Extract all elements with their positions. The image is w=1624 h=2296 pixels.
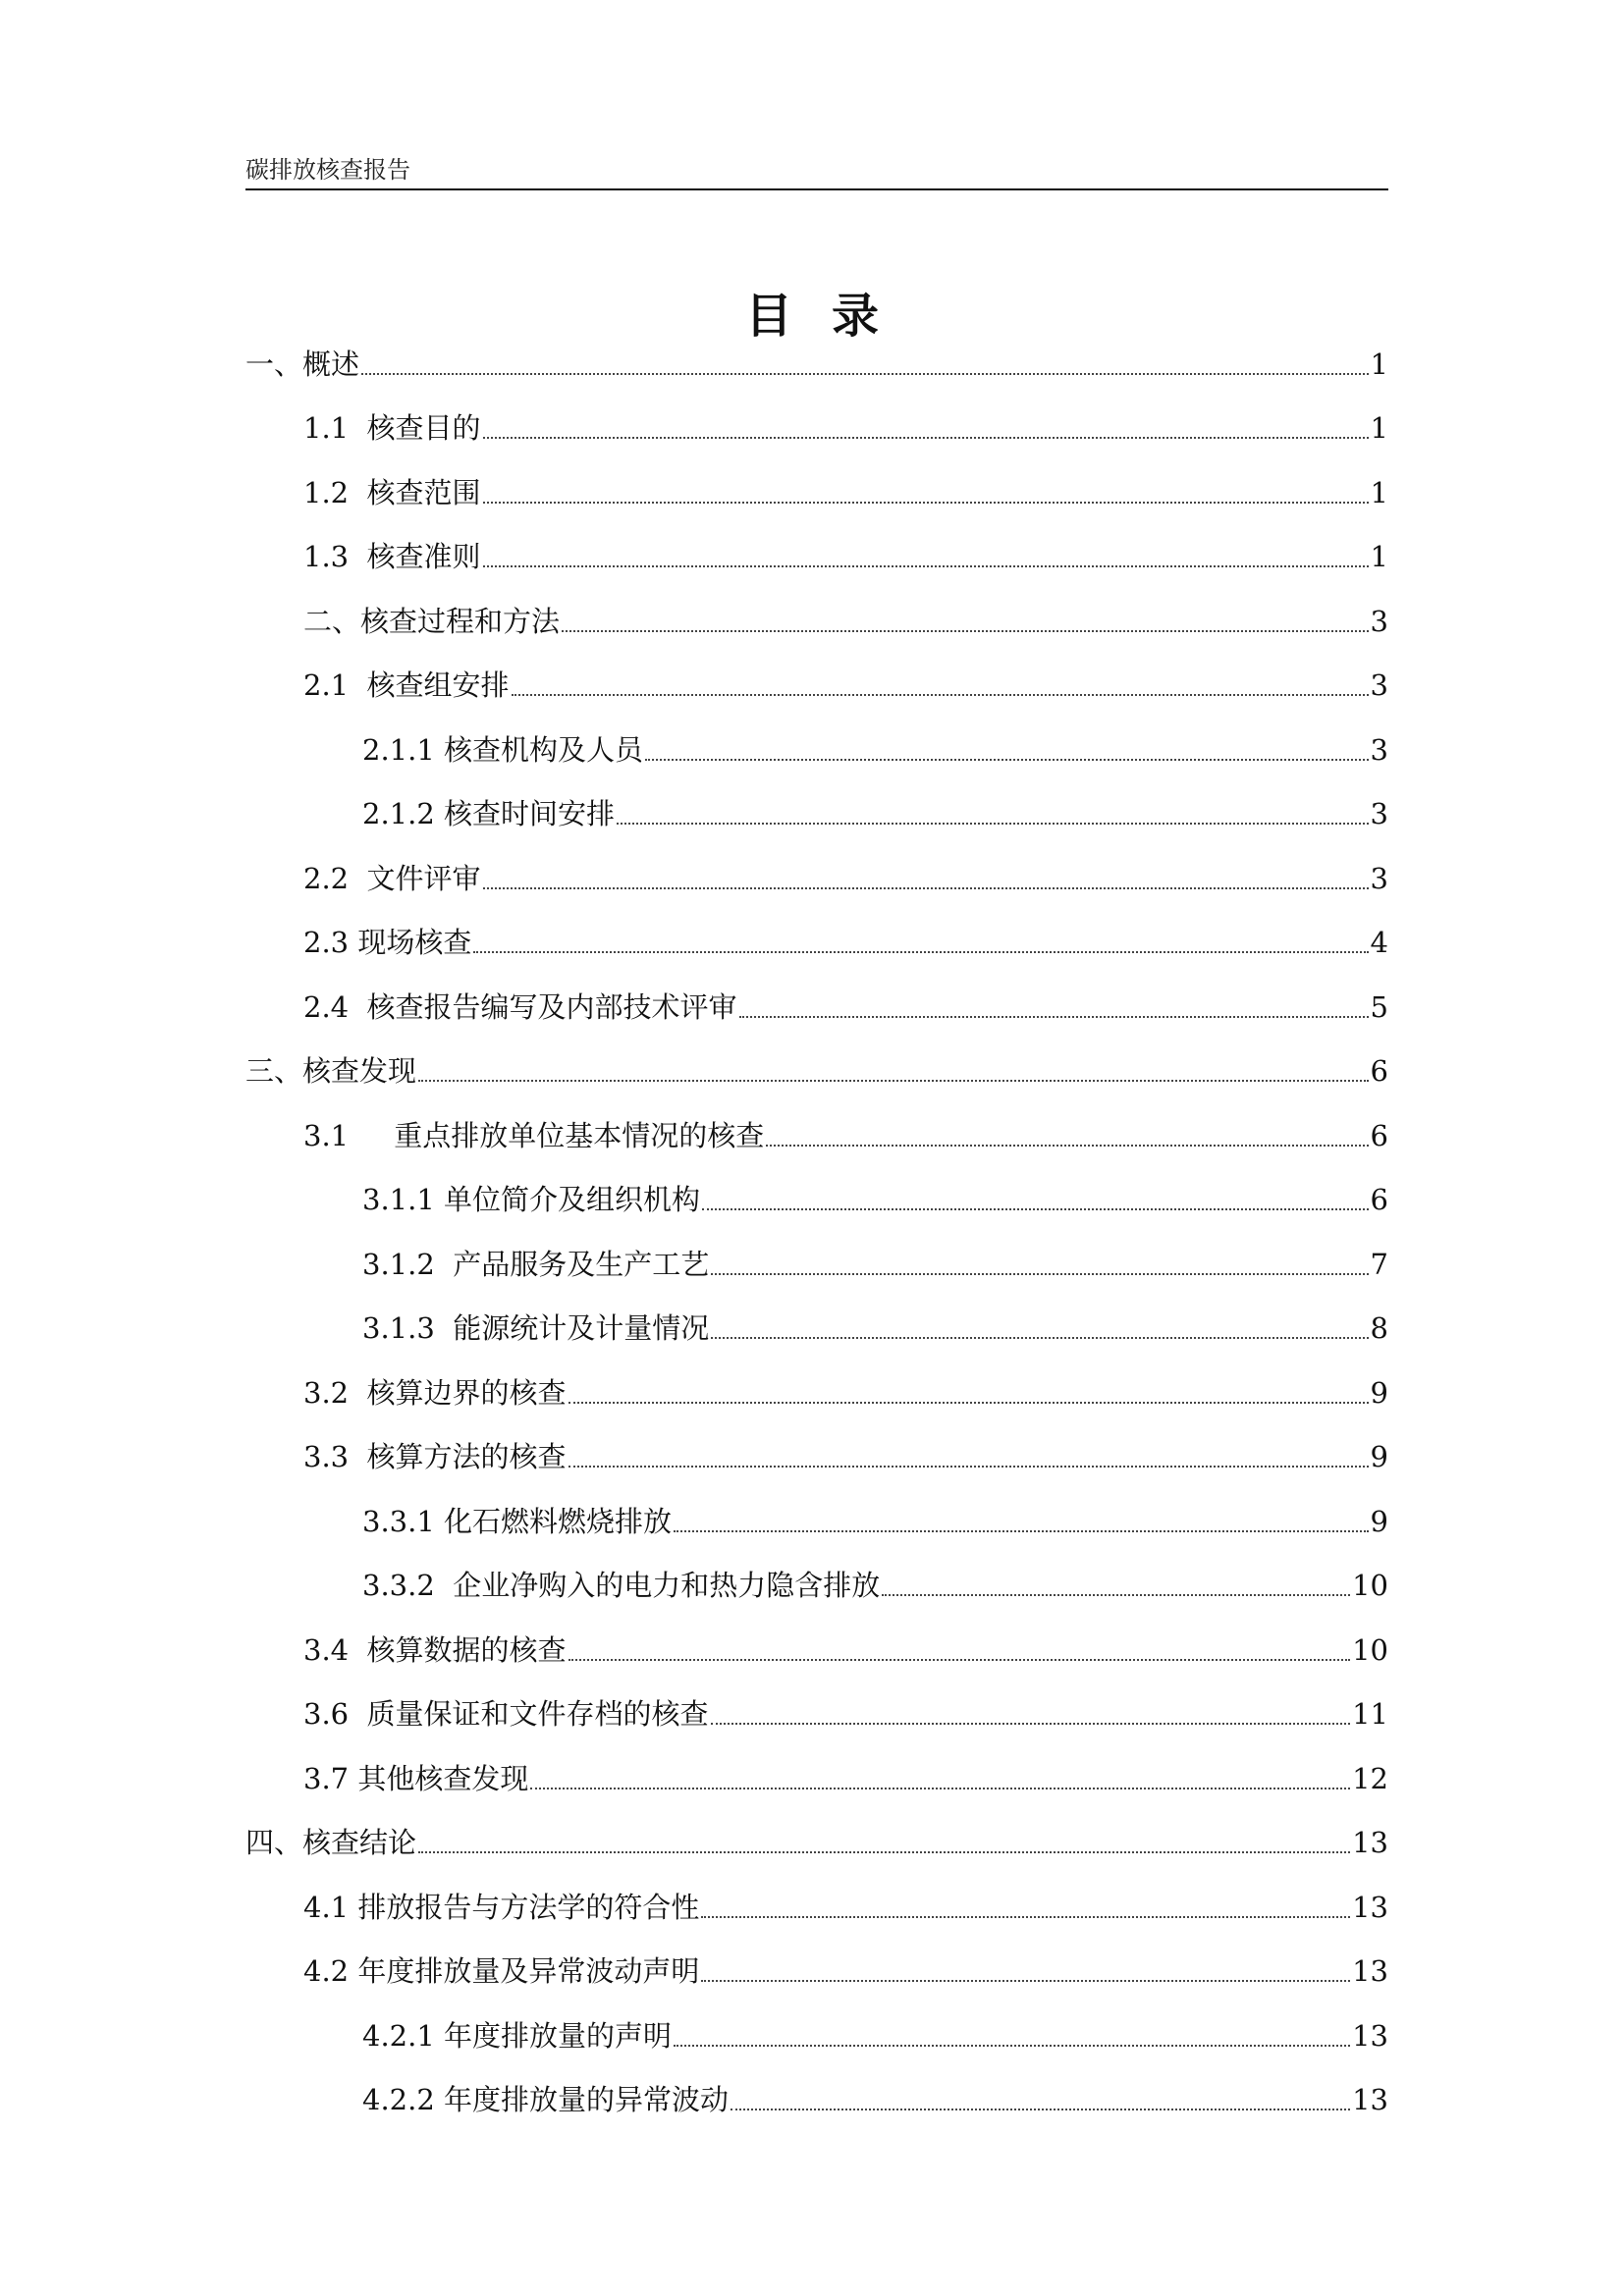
toc-entry-label: 2.4 核查报告编写及内部技术评审 bbox=[303, 989, 737, 1024]
toc-page-number: 8 bbox=[1370, 1311, 1388, 1346]
toc-entry[interactable] bbox=[0, 1875, 1388, 1940]
toc-entry[interactable] bbox=[0, 846, 1388, 911]
toc-entry-label: 2.1.1 核查机构及人员 bbox=[362, 732, 644, 767]
toc-entry[interactable] bbox=[0, 589, 1388, 654]
toc-page-number: 9 bbox=[1370, 1375, 1388, 1410]
toc-page-number: 3 bbox=[1370, 861, 1388, 895]
toc-dot-leader bbox=[617, 823, 1369, 825]
toc-dot-leader bbox=[674, 2045, 1350, 2047]
toc-entry[interactable] bbox=[0, 911, 1388, 976]
toc-entry[interactable] bbox=[0, 1168, 1388, 1233]
toc-dot-leader bbox=[711, 1273, 1368, 1275]
toc-page-number: 13 bbox=[1352, 2083, 1388, 2117]
toc-dot-leader bbox=[568, 1659, 1351, 1661]
toc-page-number: 6 bbox=[1370, 1118, 1388, 1152]
toc-entry-label: 3.3.1 化石燃料燃烧排放 bbox=[362, 1504, 673, 1538]
toc-entry-label: 2.2 文件评审 bbox=[303, 861, 481, 895]
toc-page-number: 9 bbox=[1370, 1440, 1388, 1474]
toc-entry-label: 3.4 核算数据的核查 bbox=[303, 1632, 567, 1667]
toc-dot-leader bbox=[361, 373, 1369, 375]
toc-entry[interactable] bbox=[0, 1232, 1388, 1297]
toc-entry[interactable] bbox=[0, 397, 1388, 461]
toc-page-number: 1 bbox=[1370, 411, 1388, 446]
toc-dot-leader bbox=[645, 759, 1369, 761]
toc-page-number: 3 bbox=[1370, 732, 1388, 767]
toc-dot-leader bbox=[882, 1594, 1350, 1596]
toc-entry-label: 2.3 现场核查 bbox=[303, 926, 472, 960]
toc-entry-label: 1.2 核查范围 bbox=[303, 475, 481, 509]
toc-dot-leader bbox=[711, 1337, 1368, 1339]
toc-dot-leader bbox=[512, 694, 1369, 696]
toc-dot-leader bbox=[418, 1080, 1369, 1082]
toc-page-number: 1 bbox=[1370, 475, 1388, 509]
toc-page-number: 6 bbox=[1370, 1183, 1388, 1217]
toc-dot-leader bbox=[562, 630, 1369, 632]
toc-dot-leader bbox=[739, 1016, 1369, 1018]
toc-dot-leader bbox=[483, 565, 1369, 567]
toc-entry-label: 3.3 核算方法的核查 bbox=[303, 1440, 567, 1474]
toc-dot-leader bbox=[473, 951, 1368, 953]
toc-entry-label: 二、核查过程和方法 bbox=[303, 604, 561, 638]
toc-entry[interactable] bbox=[0, 1746, 1388, 1811]
toc-entry[interactable] bbox=[0, 2068, 1388, 2133]
toc-page-number: 3 bbox=[1370, 797, 1388, 831]
toc-page-number: 5 bbox=[1370, 989, 1388, 1024]
toc-entry[interactable] bbox=[0, 1682, 1388, 1747]
running-header: 碳排放核查报告 bbox=[245, 156, 410, 184]
toc-dot-leader bbox=[568, 1402, 1369, 1404]
toc-entry[interactable] bbox=[0, 1940, 1388, 2004]
toc-dot-leader bbox=[702, 1208, 1369, 1210]
header-divider bbox=[245, 188, 1388, 190]
toc-page-number: 1 bbox=[1370, 540, 1388, 574]
toc-page-number: 1 bbox=[1370, 347, 1388, 381]
toc-dot-leader bbox=[711, 1723, 1351, 1725]
toc-entry[interactable] bbox=[0, 975, 1388, 1040]
toc-page-number: 6 bbox=[1370, 1054, 1388, 1089]
toc-entry-label: 一、概述 bbox=[245, 347, 360, 381]
toc-entry[interactable] bbox=[0, 1361, 1388, 1425]
toc-entry-label: 四、核查结论 bbox=[245, 1826, 417, 1860]
toc-entry[interactable] bbox=[0, 1618, 1388, 1682]
table-of-contents bbox=[0, 332, 1624, 2132]
toc-page-number: 11 bbox=[1352, 1697, 1388, 1732]
toc-page-number: 9 bbox=[1370, 1504, 1388, 1538]
toc-entry-label: 3.3.2 企业净购入的电力和热力隐含排放 bbox=[362, 1569, 881, 1603]
toc-page-number: 3 bbox=[1370, 668, 1388, 703]
toc-dot-leader bbox=[483, 437, 1369, 439]
toc-entry-label: 4.2 年度排放量及异常波动声明 bbox=[303, 1954, 700, 1989]
toc-entry-label: 4.2.2 年度排放量的异常波动 bbox=[362, 2083, 730, 2117]
toc-entry[interactable] bbox=[0, 2003, 1388, 2068]
toc-entry-label: 3.1 重点排放单位基本情况的核查 bbox=[303, 1118, 765, 1152]
toc-entry[interactable] bbox=[0, 1040, 1388, 1104]
toc-page-number: 13 bbox=[1352, 1954, 1388, 1989]
toc-entry[interactable] bbox=[0, 332, 1388, 397]
toc-page-number: 10 bbox=[1352, 1632, 1388, 1667]
toc-dot-leader bbox=[766, 1145, 1368, 1147]
toc-entry[interactable] bbox=[0, 525, 1388, 590]
toc-title: 目录 bbox=[744, 289, 918, 345]
toc-entry-label: 3.7 其他核查发现 bbox=[303, 1761, 529, 1795]
toc-dot-leader bbox=[568, 1466, 1369, 1468]
toc-dot-leader bbox=[701, 1980, 1350, 1982]
toc-entry-label: 3.1.3 能源统计及计量情况 bbox=[362, 1311, 710, 1346]
toc-page-number: 7 bbox=[1370, 1247, 1388, 1281]
toc-entry-label: 4.1 排放报告与方法学的符合性 bbox=[303, 1890, 700, 1924]
toc-entry-label: 2.1.2 核查时间安排 bbox=[362, 797, 616, 831]
toc-dot-leader bbox=[674, 1530, 1369, 1532]
toc-dot-leader bbox=[483, 887, 1369, 889]
toc-dot-leader bbox=[731, 2109, 1350, 2110]
toc-entry[interactable] bbox=[0, 460, 1388, 525]
toc-dot-leader bbox=[701, 1916, 1350, 1918]
toc-entry[interactable] bbox=[0, 1103, 1388, 1168]
toc-page-number: 4 bbox=[1370, 926, 1388, 960]
toc-page-number: 10 bbox=[1352, 1569, 1388, 1603]
toc-entry-label: 1.1 核查目的 bbox=[303, 411, 481, 446]
toc-entry-label: 3.1.1 单位简介及组织机构 bbox=[362, 1183, 701, 1217]
toc-entry[interactable] bbox=[0, 654, 1388, 719]
toc-page-number: 3 bbox=[1370, 604, 1388, 638]
toc-dot-leader bbox=[418, 1851, 1350, 1853]
toc-entry[interactable] bbox=[0, 1554, 1388, 1619]
toc-entry[interactable] bbox=[0, 718, 1388, 782]
toc-entry[interactable] bbox=[0, 1297, 1388, 1362]
toc-entry[interactable] bbox=[0, 1425, 1388, 1490]
toc-entry-label: 3.2 核算边界的核查 bbox=[303, 1375, 567, 1410]
toc-entry-label: 3.6 质量保证和文件存档的核查 bbox=[303, 1697, 709, 1732]
toc-page-number: 13 bbox=[1352, 1826, 1388, 1860]
toc-page-number: 12 bbox=[1352, 1761, 1388, 1795]
toc-page-number: 13 bbox=[1352, 1890, 1388, 1924]
toc-entry-label: 3.1.2 产品服务及生产工艺 bbox=[362, 1247, 710, 1281]
toc-entry-label: 三、核查发现 bbox=[245, 1054, 417, 1089]
toc-entry-label: 1.3 核查准则 bbox=[303, 540, 481, 574]
toc-entry[interactable] bbox=[0, 1811, 1388, 1876]
toc-page-number: 13 bbox=[1352, 2018, 1388, 2053]
toc-entry-label: 4.2.1 年度排放量的声明 bbox=[362, 2018, 673, 2053]
toc-entry[interactable] bbox=[0, 1489, 1388, 1554]
toc-dot-leader bbox=[483, 502, 1369, 504]
toc-entry-label: 2.1 核查组安排 bbox=[303, 668, 510, 703]
toc-dot-leader bbox=[530, 1788, 1350, 1789]
toc-entry[interactable] bbox=[0, 782, 1388, 847]
